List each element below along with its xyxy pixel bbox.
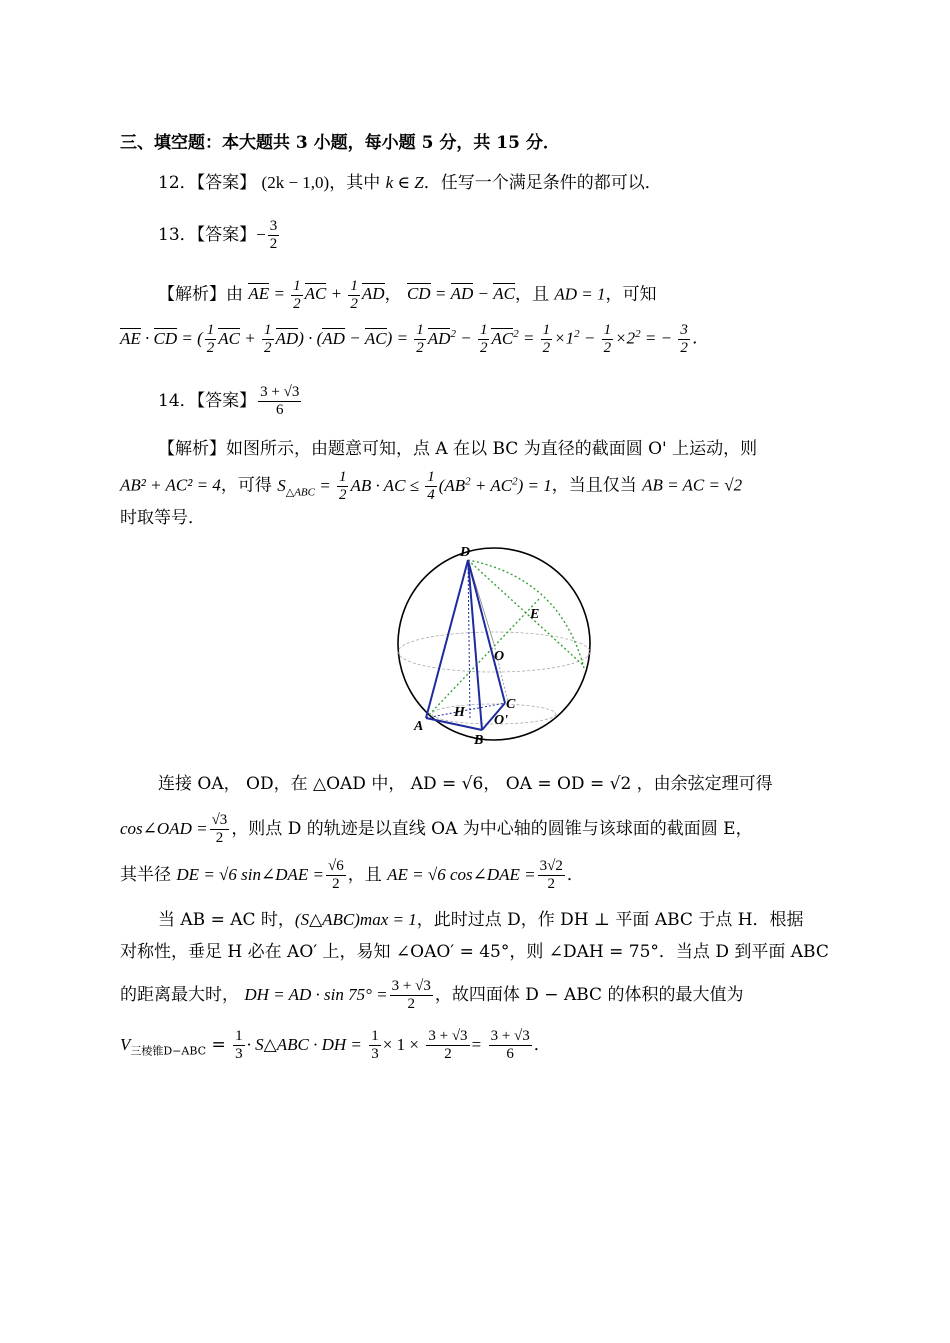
q14-label: 14．【答案】 bbox=[158, 391, 257, 411]
q14-p3-dh-fraction: $\frac{3 + √3}{2}$ bbox=[391, 978, 431, 1012]
q14-p1-text-c: ，当且仅当 bbox=[551, 475, 637, 496]
q14-p3-text-a: 当 AB = AC 时， bbox=[158, 910, 295, 930]
q14-p2-de-fraction: $\frac{√6}{2}$ bbox=[327, 858, 344, 892]
q12-answer: (2k − 1,0) bbox=[261, 173, 330, 192]
q14-p1-text-b: ，可得 bbox=[220, 475, 272, 496]
q14-p3-vol-expr: · S△ABC · DH = bbox=[246, 1035, 362, 1054]
label-d: D bbox=[460, 545, 471, 560]
q14-p2-cos-fraction: $\frac{√3}{2}$ bbox=[211, 812, 228, 846]
q14-p3-eq: = bbox=[211, 1035, 232, 1055]
q14-p1-eq2: AB = AC = √2 bbox=[642, 475, 743, 495]
q13-analysis-line2: AE · CD = ( $\frac{1}{2}$ AC + $\frac{1}{2}$ AD) · (AD − AC) = $\frac{1}{2}$ $AD^2$ − $\frac{1}{2}$ $AC^2$ = $\frac{1}{2}$ $\times 1^2$ − $\frac{1}{2}$ $\times 2^2$ = − $\frac{3}{2}$ ． bbox=[120, 322, 709, 357]
q14-p1-line1: 【解析】如图所示，由题意可知，点 A 在以 BC 为直径的截面圆 O' 上运动，则 bbox=[158, 439, 758, 459]
q13-analysis-label: 【解析】由 bbox=[158, 284, 243, 305]
q14-p2-ae: AE = √6 cos∠DAE = bbox=[387, 865, 536, 884]
label-b: B bbox=[474, 733, 484, 748]
q12-note-c: ．任写一个满足条件的都可以． bbox=[423, 173, 662, 193]
q14-p1-line2 bbox=[120, 469, 742, 504]
q14-p3-times: × 1 × bbox=[382, 1035, 419, 1054]
q13-answer-sign: − bbox=[256, 225, 266, 244]
q14-p2-ae-fraction: $\frac{3√2}{2}$ bbox=[539, 858, 563, 892]
q13-text-2: AD = 1 bbox=[554, 284, 606, 304]
q12-answer-line bbox=[158, 171, 662, 195]
q14-p2-line3: 其半径 DE = √6 sin∠DAE = $\frac{√6}{2}$ ，且 AE = √6 cos∠DAE = $\frac{3√2}{2}$ ． bbox=[120, 858, 584, 892]
q14-p3-text-3a: 的距离最大时， bbox=[120, 985, 239, 1005]
q14-p1-eq1: AB² + AC² = 4 bbox=[120, 475, 221, 495]
label-o-prime: O' bbox=[494, 713, 508, 728]
q14-p1-line3: 时取等号． bbox=[120, 508, 205, 528]
q14-answer-fraction: $\frac{3 + √3}{6}$ bbox=[260, 384, 300, 418]
q14-p1-ineq: $S_{\triangle ABC}$ = $\frac{1}{2}$ AB · AC ≤ $\frac{1}{4}$ $(AB^2 + AC^2) = 1$ bbox=[277, 469, 552, 504]
q14-p3-v-frac1: $\frac{1}{3}$ bbox=[235, 1028, 243, 1062]
q14-p3-line1 bbox=[158, 908, 804, 932]
q14-p2-text-b: ，则点 D 的轨迹是以直线 OA 为中心轴的圆锥与该球面的截面圆 E， bbox=[231, 819, 753, 839]
q14-answer-line bbox=[158, 384, 303, 419]
q12-note-a: ，其中 bbox=[329, 173, 381, 193]
q14-p3-v-frac4: $\frac{3 + √3}{6}$ bbox=[490, 1028, 530, 1062]
label-a: A bbox=[414, 719, 424, 734]
q13-label: 13．【答案】 bbox=[158, 225, 257, 245]
q14-p2-de: DE = √6 sin∠DAE = bbox=[176, 865, 324, 884]
q14-p3-v-frac2: $\frac{1}{3}$ bbox=[371, 1028, 379, 1062]
q13-answer-line bbox=[158, 218, 281, 253]
q14-p2-line2 bbox=[120, 812, 753, 847]
q14-p2-text-c: ，且 bbox=[347, 865, 382, 885]
q13-text-1: ，且 bbox=[514, 284, 549, 305]
q14-p3-text-c: ，此时过点 D，作 DH ⊥ 平面 ABC 于点 H．根据 bbox=[416, 910, 804, 930]
label-c: C bbox=[506, 697, 516, 712]
q14-p2-cos: cos∠OAD = bbox=[120, 819, 208, 838]
q14-p3-v-sub: 三棱锥D−ABC bbox=[130, 1044, 207, 1058]
q13-text-3: ，可知 bbox=[605, 284, 657, 305]
label-o: O bbox=[494, 649, 505, 664]
q14-p3-text-3c: ，故四面体 D − ABC 的体积的最大值为 bbox=[434, 985, 744, 1005]
section-title: 三、填空题：本大题共 3 小题，每小题 5 分，共 15 分． bbox=[120, 133, 560, 153]
q13-vector-eq1: AE = $\frac{1}{2}$ AC + $\frac{1}{2}$ AD bbox=[248, 278, 385, 312]
q14-p3-smax: (S△ABC)max = 1 bbox=[294, 910, 417, 929]
q14-p3-v: V bbox=[120, 1035, 131, 1054]
q13-vector-eq2: CD = AD − AC bbox=[406, 284, 515, 304]
q14-p3-dh: DH = AD · sin 75° = bbox=[244, 985, 388, 1004]
q14-p3-eq2: = bbox=[471, 1035, 482, 1054]
q14-p3-line3 bbox=[120, 978, 743, 1013]
q14-p2-text-a: 其半径 bbox=[120, 865, 171, 885]
label-h: H bbox=[454, 705, 465, 720]
q14-p3-v-frac3: $\frac{3 + √3}{2}$ bbox=[428, 1028, 468, 1062]
edge-da bbox=[426, 560, 468, 718]
sphere-tetrahedron-figure bbox=[390, 538, 600, 748]
q12-label: 12．【答案】 bbox=[158, 173, 257, 193]
label-e: E bbox=[530, 607, 540, 622]
q13-answer-fraction: $\frac{3}{2}$ bbox=[269, 218, 278, 252]
q14-p3-line2: 对称性，垂足 H 必在 AO′ 上，易知 ∠OAO′ = 45°，则 ∠DAH = 75°．当点 D 到平面 ABC bbox=[120, 942, 829, 962]
q14-p2-line1: 连接 OA， OD，在 △OAD 中， AD = √6， OA = OD = √2 ，由余弦定理可得 bbox=[158, 774, 773, 794]
q12-note-b: k ∈ Z bbox=[385, 173, 424, 192]
q14-p3-line4: $V_{三棱锥D-ABC}$ = $\frac{1}{3}$ · S△ABC · DH = $\frac{1}{3}$ × 1 × $\frac{3 + √3}{2}$ = $\frac{3 + √3}{6}$ ． bbox=[120, 1028, 551, 1062]
q13-analysis-line1: 【解析】由 AE = $\frac{1}{2}$ AC + $\frac{1}{2}$ AD， CD = AD − AC，且 AD = 1，可知 bbox=[158, 278, 657, 312]
